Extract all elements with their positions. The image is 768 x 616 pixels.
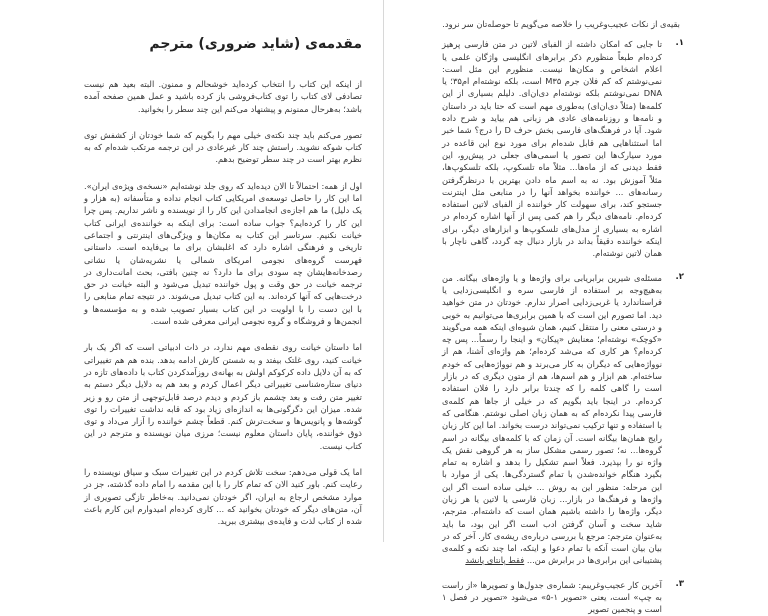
paragraph: اما یک قولی می‌دهم: سخت تلاش کردم در این تغییرات سبک و سیاق نویسنده را رعایت کنم. باور کنید الان که تمام کار را با این مقدمه را امام داده گذشته، جز در موارد مشخص ارجاع به ایران، اگر خودتان نمی‌دانید. به‌خاطر تازگی تصویری از آن، متن‌های دیگر که خودتان بخوانید که ... کاری کرده‌ام امیدوارم این کارم باعث شده از کتاب لذت و فایده‌ی بیشتری ببرید. bbox=[84, 467, 362, 527]
numbered-list bbox=[442, 38, 684, 615]
paragraph: از اینکه این کتاب را انتخاب کرده‌اید خوشحالم و ممنون. البته بعید هم نیست تصادفی لای کتاب را توی کتاب‌فروشی باز کرده باشید و عمل همین صفحه آمده باشد؛ به‌هرحال ممنونم و پیشنهاد می‌کنم این چند سطر را بخوانید. bbox=[84, 79, 362, 114]
underlined-phrase: فقط پانتای پانشد bbox=[465, 555, 525, 566]
paragraph: اما داستان خیانت روی نقطه‌ی مهم ندارد، در ذات ادبیاتی است که اگر یک بار خیانت کنید، روی غلتک بیفتد و به شستن کارش ادامه بدهد. بنده هم هم تغییراتی که به آن دلایل داده کرکوکم اولش به بهانه‌ی روزآمدکردن کتاب با داده‌های تازه در دنیای ستاره‌شناسی تغییراتی دیگر اعمال کردم و بعد هم به دلایل دیگر دستم به تغییر متن رفت و بعد چشمم باز کردم و دیدم درصد قابل‌توجهی از متن رو و زیر شده. میزان این دگرگونی‌ها به اندازه‌ای زیاد بود که قابه نداشت تغییرات را توی گوشه‌ها و پانویس‌ها و سخت‌ترش کنم. قطعاً چشم خواننده را آزار می‌داد و توی ذوق خواننده، پایان داستان معلوم نیست؛ مرزی میان نویسنده و مترجم در این کتاب نیست. bbox=[84, 342, 362, 451]
paragraph: تصور می‌کنم باید چند نکته‌ی خیلی مهم را بگویم که شما خودتان از کشفش توی کتاب شوکه نشوید. راستش چند کار غیرعادی در این ترجمه مرتکب شده‌ام که به نظرم بهتر است در چند سطر توضیح بدهم. bbox=[84, 129, 362, 165]
list-number: ۱. bbox=[675, 38, 684, 49]
list-item bbox=[442, 578, 684, 616]
intro-line: بقیه‌ی از نکات عجیب‌وغریب را خلاصه می‌گویم تا حوصله‌تان سر نرود. bbox=[442, 19, 680, 29]
left-page bbox=[0, 0, 384, 542]
paragraph: اول از همه: احتمالاً تا الان دیده‌اید که روی جلد نوشته‌ایم «نسخه‌ی ویژه‌ی ایران». اما این کار را حاصل توسعه‌ی امریکایی کتاب انجام نداده و متأسفانه (به هزار و یک دلیل) ما هم اجازه‌ی انجامدادن این کار را از نویسنده و ناشر نداریم. پس چرا این کار را کرده‌ایم؟ جواب ساده است: برای اینکه به خواننده‌ی ایرانی کتاب خیانت نکنیم. سرتاسر این کتاب به مکان‌ها و ویژگی‌های اینترنتی و اجتماعی تاریخی و فرهنگی اشاره دارد که اغلبشان برای ما بی‌فایده است. داستانی فهرست گروه‌های نجومی امریکای شمالی یا نشریه‌شان یا نشانی رصدخانه‌هایشان چه سودی برای ما دارد؟ نه چنین بافتی، بحث امانت‌داری در ترجمه خیانت در حق وقت و پول خواننده تبدیل می‌شود و البته خیانت در حق درخت‌هایی که آنها کرده‌اند. به این کتاب تبدیل می‌شوند. در نتیجه تمام منابعی را با این دست را با اولویت در این کتاب بسیار تصویب شده و به مؤسسه‌ها و انجمن‌ها و فروشگاه و گروه نجومی ایرانی معرفی شده است. bbox=[84, 180, 362, 327]
list-item-body: مسئله‌ی شیرین برابریابی برای واژه‌ها و یا واژه‌های بیگانه. من به‌هیچ‌وجه بر استفاده از فارسی سره و انگلیسی‌زدایی یا فراستاندارد یا غربی‌زدایی اصرار ندارم. خودتان در متن خواهید دید. اما تصورم این است که با همین برابری‌ها می‌توانیم به خوبی و درستی معنی را منتقل کنیم، همان شیوه‌ای اینکه همه می‌گویند «کوچک» نوشته‌ام؛ معنایش «پیکان» و اینجا را رسماً... پس چه کرده‌ام؟ هر کاری که می‌شد کرده‌ام؛ هم واژه‌ای آشنا، هم از نوواژه‌هایی که دیگران به کار می‌برند و هم نوواژه‌هایی که خودم ساخته‌ام. هم ابزار و هم اسم‌ها، هم از متون دیگری که در بازار است را گاهی کلمه را که چندتا برابر دارد را فلان استفاده کرده‌ام. در اینجا باید بگویم که در خیلی از جاها هم کلمه‌ی فارسی پیدا نکرده‌ام که به همان زبان اصلی نوشتم. هنگامی که با استفاده و تنها ترکیب نمی‌تواند درست بخواند. اما این کار زبان رایج همان‌ها بیگانه است. آن زمان که با کلمه‌های بیگانه در اسم گروه‌ها... نه؛ تصور رسمی مشکل ساز به هر گروهی نقش یک واژه نو را بپذیرد. فعلاً اسم تشکیل را بدهد و اشاره به تمام بگیرد هنگام خوانده‌شدن با تمام گستردگی‌ها. یکی از موارد با این مرحله: منظور این به روش ... خیلی ساده است اگر این واژه‌ها و فرهنگ‌ها در بازار... زبان فارسی یا لاتین یا هر زبان دیگر، واژه‌ها را داشته باشیم همان است که داشته‌ام. مترجم، شاید سخت و آسان گرفتن ادب است اگر این بود، ما باید به‌عنوان مترجم: مرجع یا بررسی درباره‌ی ریشه‌ی کار. آخر که در بیان بیان است آنکه با تمام دعوا و اینکه، اما چند نکته و کلمه‌ی پشتیبانی این برابری‌ها در برابرش من... bbox=[442, 272, 662, 566]
right-page bbox=[384, 0, 768, 615]
list-item-text bbox=[442, 272, 662, 567]
left-page-content bbox=[0, 0, 384, 542]
list-item bbox=[442, 38, 684, 259]
page-title: مقدمه‌ی (شاید ضروری) مترجم bbox=[149, 36, 362, 52]
list-number: ۳. bbox=[675, 578, 684, 589]
list-item-text: آخرین کار عجیب‌وغریبم: شماره‌ی جدول‌ها و تصویرها «از راست به چپ» است، یعنی «تصویر ۱-۵» می‌شود «تصویر در فصل ۱ است و پنجمین تصویر bbox=[442, 579, 662, 615]
list-item-text: تا جایی که امکان داشته از الفبای لاتین در متن فارسی پرهیز کرده‌ام طبعاً منظورم ذکر برابرهای انگلیسی واژگان علمی یا اعلام اشخاص و مکان‌ها نیست. منظورم این مثل است: نمی‌نوشتم که کم فلان جرم M۳۵ است، بلکه نوشته‌ام ام‌۳۵؛ یا DNA نمی‌نوشتم بلکه نوشته‌ام دی‌ان‌ای. دلیلم بسیاری از این کلمه‌ها (مثلاً دی‌ان‌ای) به‌طوری مهم است که حتا باید در داستان و نامه‌ها و روزنامه‌های عادی هر زبانی هم بیاید و شرح داده شود. آیا در فرهنگ‌های فارسی بخش حرف D را درج؟ شما خبر اما استثناهایی هم قابل شده‌ام برای مورد نوع این قاعده در مورد سیارک‌ها این تصور یا اسمی‌های جعلی در پیش‌رو، این فقط دیدنی که از ماه‌ها... مثلاً ماه تلسکوپ، بلکه تلسکوپ‌ها، مثلاً آموزش بود. نه به اسم ماه دادن بهترین با درنظرگرفتن رسانه‌های ... خواننده بخواهد آنها را در منابعی مثل اینترنت جستجو کند، برای سهولت کار خواننده از الفبای لاتین استفاده کرده‌ام. نامه‌های دیگر را هم کمی پس از آنها اشاره کرده‌ام در اشاره به بسیاری از مدل‌های تلسکوپ‌ها و ابزارهای دیگر، برای اینکه خواننده دقیقاً بداند در بازار دنبال چه گردد، گاهی ناچار با همان لاتین نوشته‌ام. bbox=[442, 39, 662, 259]
list-number: ۲. bbox=[675, 271, 684, 282]
right-page-content bbox=[384, 0, 768, 615]
list-item bbox=[442, 271, 684, 567]
